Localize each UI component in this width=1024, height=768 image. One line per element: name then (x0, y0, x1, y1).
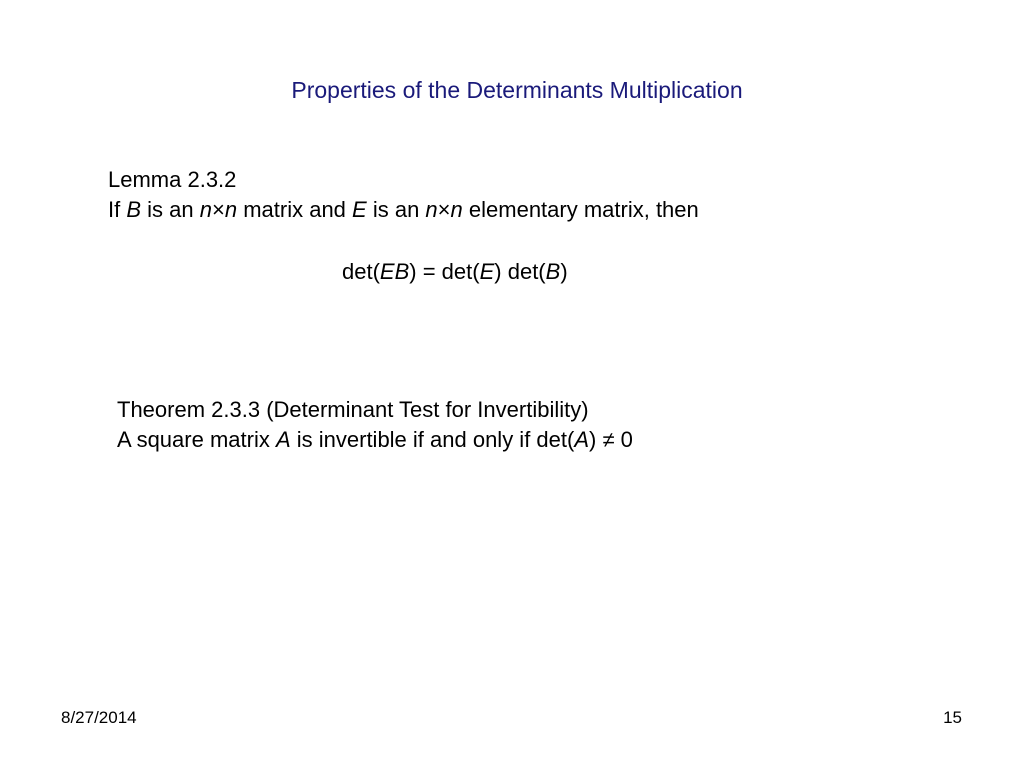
formula-text: det( (342, 259, 380, 284)
math-variable: n (450, 197, 463, 222)
math-variable: EB (379, 259, 410, 284)
lemma-heading: Lemma 2.3.2 (108, 167, 237, 192)
times-symbol: × (211, 197, 225, 222)
formula-text: ) (560, 259, 568, 284)
times-symbol: × (437, 197, 451, 222)
theorem-text: is invertible if and only if det( (290, 427, 575, 452)
lemma-text: is an (366, 197, 426, 222)
footer-page-number: 15 (943, 708, 962, 727)
lemma-text: elementary matrix, then (462, 197, 699, 222)
formula-text: ) det( (494, 259, 546, 284)
theorem-block (117, 395, 633, 455)
math-variable: n (224, 197, 238, 222)
theorem-statement (117, 425, 633, 455)
lemma-text: is an (141, 197, 200, 222)
math-variable: B (126, 197, 142, 222)
slide-title: Properties of the Determinants Multiplication (291, 77, 743, 103)
theorem-text: A square matrix (117, 427, 276, 452)
math-variable: E (352, 197, 367, 222)
math-variable: A (574, 427, 590, 452)
theorem-heading: Theorem 2.3.3 (Determinant Test for Invertibility) (117, 397, 589, 422)
lemma-text: matrix and (237, 197, 353, 222)
theorem-text: ) ≠ 0 (589, 427, 633, 452)
math-variable: E (479, 259, 495, 284)
lemma-block (108, 165, 699, 225)
lemma-text: If (108, 197, 127, 222)
footer-date: 8/27/2014 (61, 708, 137, 727)
math-variable: n (425, 197, 438, 222)
math-variable: n (199, 197, 212, 222)
lemma-formula (342, 257, 568, 287)
lemma-statement (108, 195, 699, 225)
math-variable: B (545, 259, 561, 284)
math-variable: A (275, 427, 291, 452)
formula-text: ) = det( (409, 259, 480, 284)
